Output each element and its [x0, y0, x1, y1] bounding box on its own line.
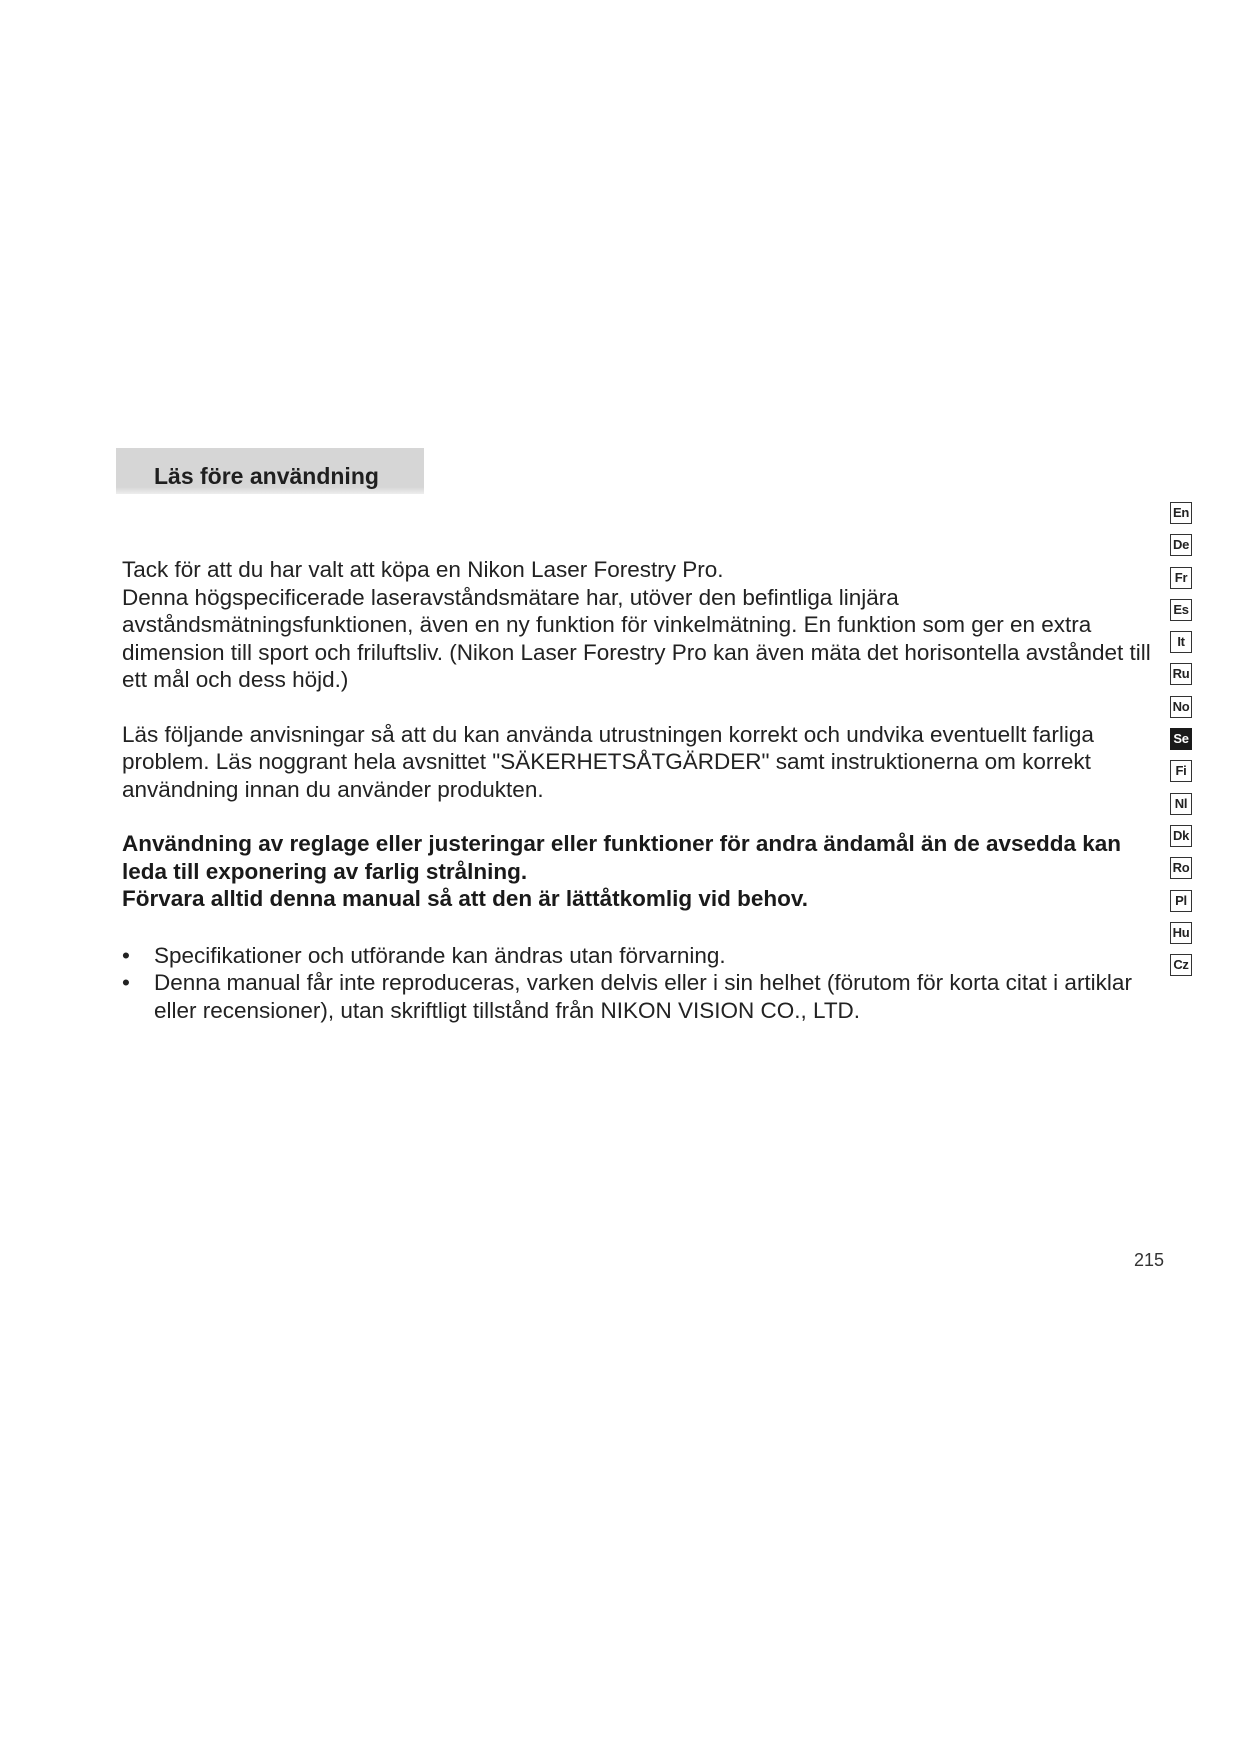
language-tab-fr[interactable]: Fr [1170, 567, 1192, 589]
language-tab-ro[interactable]: Ro [1170, 857, 1192, 879]
intro-line-1: Tack för att du har valt att köpa en Nikon Laser Forestry Pro. [122, 557, 724, 582]
main-content [122, 556, 1162, 1024]
language-tab-ru[interactable]: Ru [1170, 663, 1192, 685]
notes-list [122, 942, 1162, 1025]
bullet-icon: • [122, 942, 130, 968]
language-tab-nl[interactable]: Nl [1170, 793, 1192, 815]
language-tab-pl[interactable]: Pl [1170, 890, 1192, 912]
note-text: Denna manual får inte reproduceras, varken delvis eller i sin helhet (förutom för korta citat i artiklar eller recensioner), utan skriftligt tillstånd från NIKON VISION CO., LTD. [154, 970, 1132, 1023]
section-title: Läs före användning [154, 463, 379, 489]
list-item [122, 969, 1162, 1024]
language-tab-no[interactable]: No [1170, 696, 1192, 718]
instructions-paragraph: Läs följande anvisningar så att du kan använda utrustningen korrekt och undvika eventuellt farliga problem. Läs noggrant hela avsnittet "SÄKERHETSÅTGÄRDER" samt instruktionerna om korrekt användning innan du använder produkten. [122, 721, 1094, 802]
note-text: Specifikationer och utförande kan ändras utan förvarning. [154, 942, 726, 968]
warning-line-2: Förvara alltid denna manual så att den är lättåtkomlig vid behov. [122, 886, 808, 911]
language-tab-it[interactable]: It [1170, 631, 1192, 653]
warning-line-1: Användning av reglage eller justeringar eller funktioner för andra ändamål än de avsedda kan leda till exponering av farlig strålning. [122, 831, 1122, 884]
list-item [122, 942, 1162, 970]
language-tab-fi[interactable]: Fi [1170, 760, 1192, 782]
bullet-icon: • [122, 970, 130, 995]
language-tab-se[interactable]: Se [1170, 728, 1192, 750]
language-tab-cz[interactable]: Cz [1170, 954, 1192, 976]
language-tab-de[interactable]: De [1170, 534, 1192, 556]
language-tab-hu[interactable]: Hu [1170, 922, 1192, 944]
intro-paragraph: Denna högspecificerade laseravståndsmätare har, utöver den befintliga linjära avståndsmätningsfunktionen, även en ny funktion för vinkelmätning. En funktion som ger en extra dimension till sport och friluftsliv. (Nikon Laser Forestry Pro kan även mäta det horisontella avståndet till ett mål och dess höjd.) [122, 584, 1151, 692]
page-number: 215 [1134, 1250, 1165, 1270]
language-tabs [1170, 502, 1196, 986]
language-tab-en[interactable]: En [1170, 502, 1192, 524]
language-tab-es[interactable]: Es [1170, 599, 1192, 621]
language-tab-dk[interactable]: Dk [1170, 825, 1192, 847]
section-header [116, 448, 424, 494]
